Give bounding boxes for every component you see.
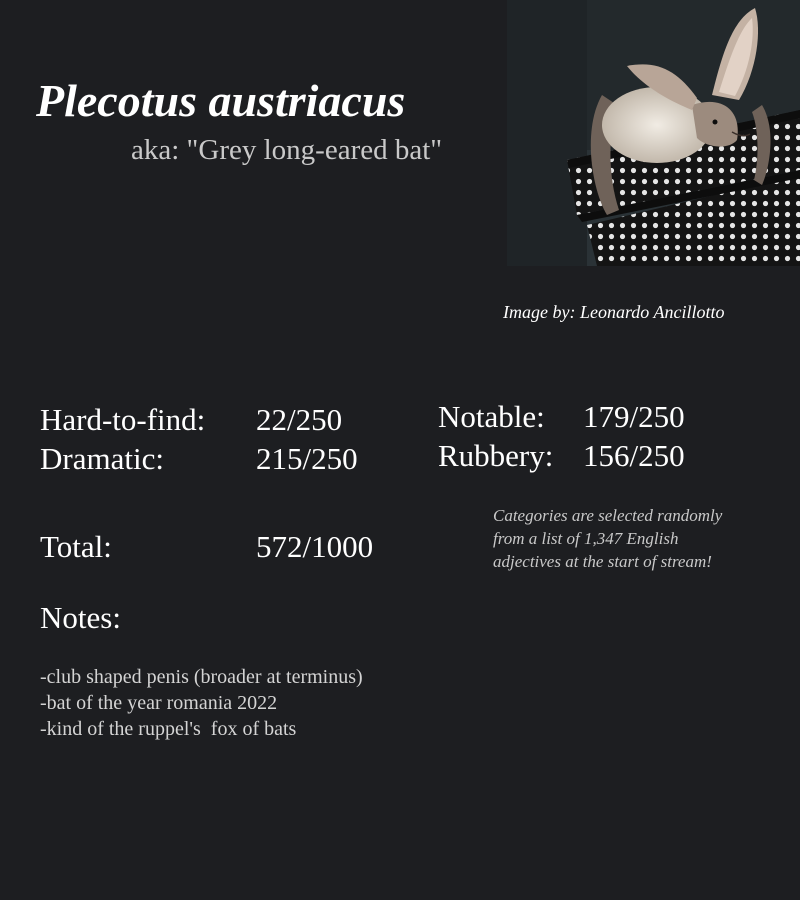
note-item: -bat of the year romania 2022: [40, 692, 278, 714]
total-score: 572/1000: [256, 529, 374, 564]
image-credit: Image by: Leonardo Ancillotto: [503, 302, 725, 322]
note-item: -kind of the ruppel's fox of bats: [40, 718, 297, 740]
species-title: Plecotus austriacus: [36, 75, 406, 126]
notable-score: 179/250: [583, 399, 685, 434]
notes-heading: Notes:: [40, 600, 121, 635]
dramatic-score: 215/250: [256, 441, 358, 476]
hard-to-find-label: Hard-to-find:: [40, 402, 206, 437]
categories-note: Categories are selected randomly from a list of 1,347 English adjectives at the start of stream!: [493, 506, 723, 571]
rubbery-score: 156/250: [583, 438, 685, 473]
note-item: -club shaped penis (broader at terminus): [40, 666, 363, 688]
dramatic-label: Dramatic:: [40, 441, 164, 476]
total-label: Total:: [40, 529, 112, 564]
common-name: aka: "Grey long-eared bat": [131, 134, 443, 166]
notes-list: [40, 664, 363, 742]
notable-label: Notable:: [438, 399, 545, 434]
rubbery-label: Rubbery:: [438, 438, 554, 473]
bat-photo: [507, 0, 800, 266]
hard-to-find-score: 22/250: [256, 402, 343, 437]
